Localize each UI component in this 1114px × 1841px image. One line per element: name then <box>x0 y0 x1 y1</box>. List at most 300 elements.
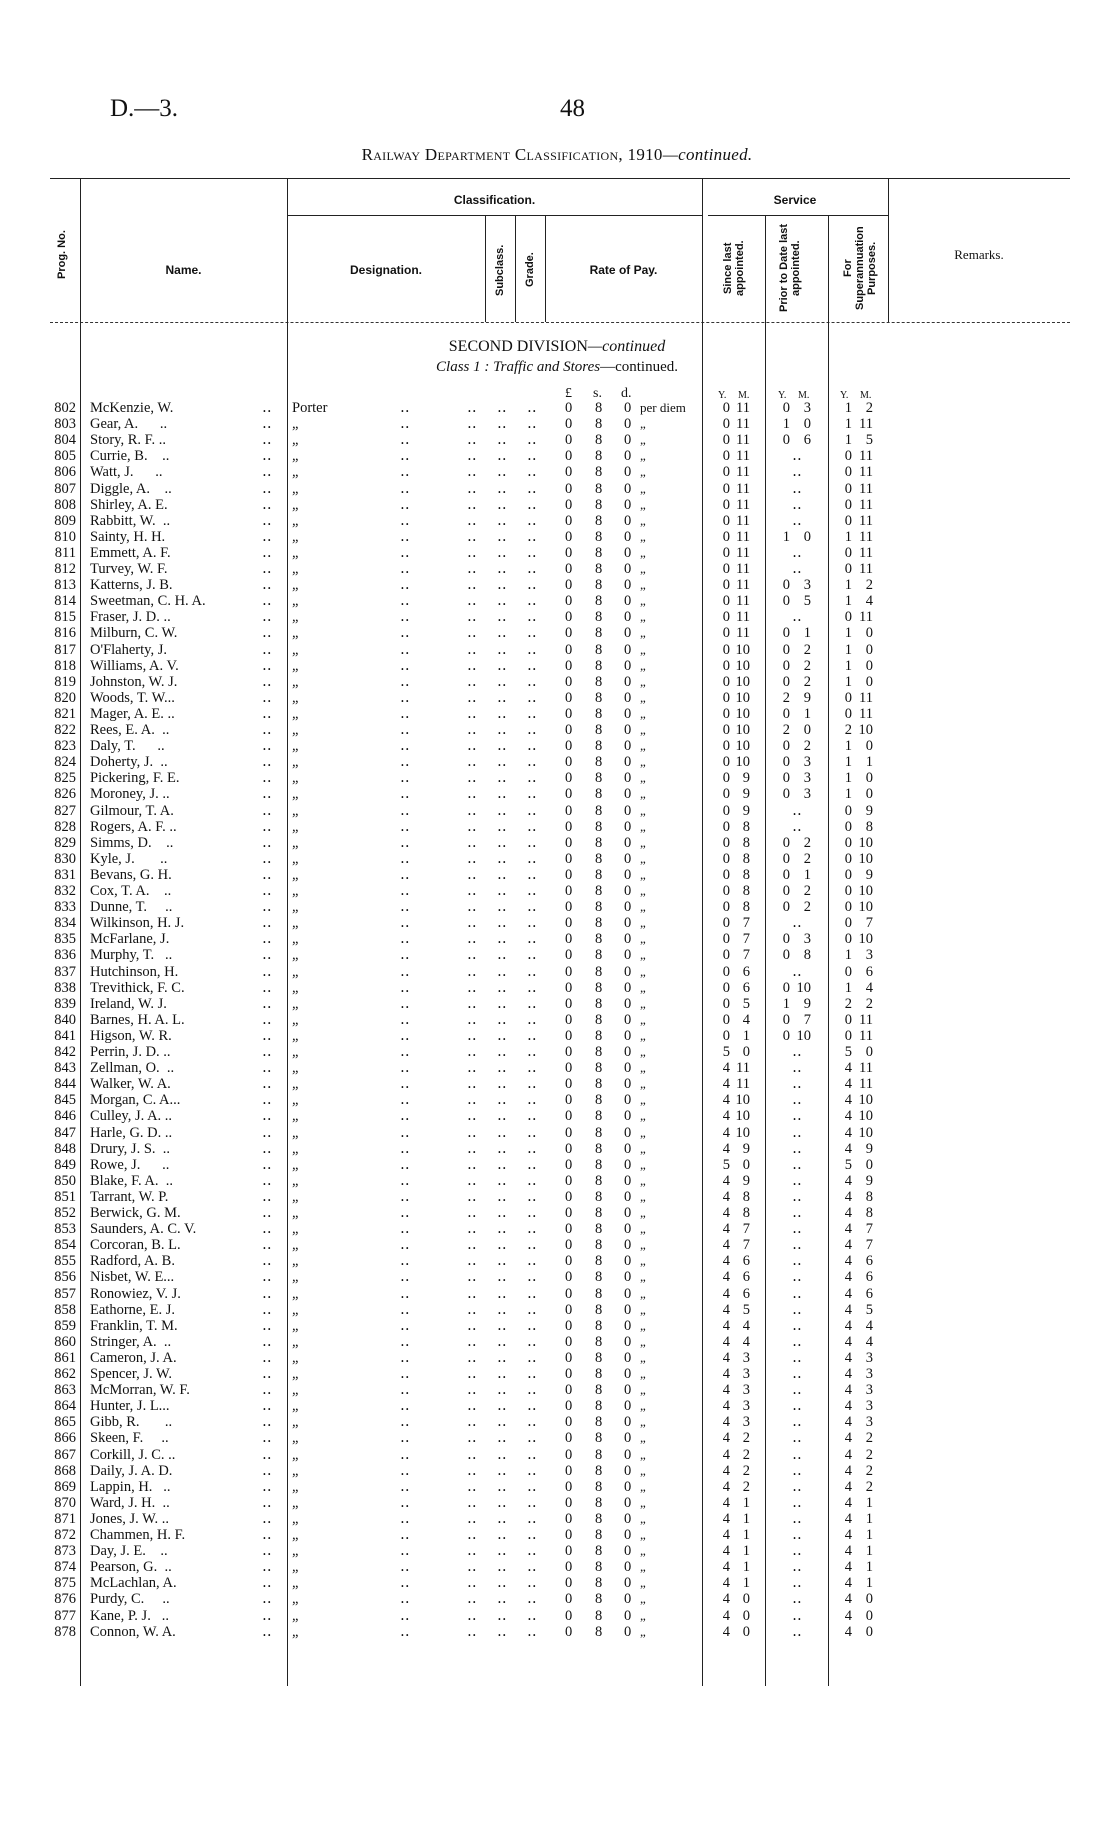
leader-dots: ‥ <box>527 1510 537 1527</box>
cell-fm: 1 <box>865 754 873 771</box>
leader-dots: ‥ <box>467 979 477 996</box>
table-row <box>0 1575 1114 1591</box>
rate-suffix: „ <box>640 480 646 496</box>
cell-d: 0 <box>624 705 632 722</box>
leader-dots: ‥ <box>497 1027 507 1044</box>
leader-dots: ‥ <box>262 464 272 481</box>
leader-dots: ‥ <box>467 673 477 690</box>
cell-no: 818 <box>54 657 76 674</box>
cell-fy: 4 <box>844 1607 852 1624</box>
cell-no: 871 <box>54 1510 76 1527</box>
cell-s: 8 <box>595 561 603 577</box>
cell-fy: 5 <box>844 1044 852 1060</box>
rate-suffix: „ <box>640 1366 646 1381</box>
cell-sm: 10 <box>735 641 750 658</box>
cell-s: 8 <box>595 1124 603 1141</box>
cell-fy: 0 <box>844 705 852 722</box>
cell-sy: 4 <box>722 1607 730 1624</box>
designation: „ <box>292 577 299 594</box>
cell-pm: 7 <box>803 1011 811 1028</box>
cell-fm: 11 <box>859 496 873 513</box>
cell-name: Wilkinson, H. J. <box>90 915 185 932</box>
cell-name: Simms, D. .. <box>90 834 174 851</box>
cell-no: 852 <box>54 1205 76 1221</box>
leader-dots: ‥ <box>527 1591 537 1608</box>
rate-suffix: „ <box>640 786 646 802</box>
leader-dots: ‥ <box>400 496 410 513</box>
cell-fy: 4 <box>844 1269 852 1286</box>
cell-sm: 7 <box>742 931 750 948</box>
cell-fm: 8 <box>865 1205 873 1221</box>
cell-sy: 4 <box>722 1478 730 1495</box>
cell-no: 844 <box>54 1076 76 1093</box>
rate-suffix: „ <box>640 1188 646 1204</box>
leader-dots: ‥ <box>467 850 477 867</box>
table-row <box>0 786 1114 802</box>
leader-dots: ‥ <box>527 1366 537 1382</box>
leader-dots: ‥ <box>400 528 410 545</box>
leader-dots: ‥ <box>527 850 537 867</box>
empty-leader: ‥ <box>792 1349 802 1366</box>
cell-no: 832 <box>54 883 76 899</box>
cell-s: 8 <box>595 1623 603 1640</box>
leader-dots: ‥ <box>497 657 507 674</box>
cell-s: 8 <box>595 915 603 932</box>
cell-d: 0 <box>624 722 632 738</box>
cell-fy: 4 <box>844 1398 852 1415</box>
leader-dots: ‥ <box>497 899 507 916</box>
leader-dots: ‥ <box>262 673 272 690</box>
title-main: Railway Department Classification, 1910 <box>361 145 663 164</box>
cell-pm: 3 <box>803 931 811 948</box>
designation: „ <box>292 722 299 738</box>
cell-l: 0 <box>565 1156 573 1173</box>
cell-d: 0 <box>624 1156 632 1173</box>
class-suffix: —continued. <box>600 359 678 375</box>
cell-name: Cameron, J. A. <box>90 1349 177 1366</box>
cell-s: 8 <box>595 1317 603 1334</box>
table-row <box>0 577 1114 593</box>
leader-dots: ‥ <box>527 931 537 948</box>
designation: „ <box>292 641 299 658</box>
leader-dots: ‥ <box>527 883 537 899</box>
cell-s: 8 <box>595 1478 603 1495</box>
cell-l: 0 <box>565 1559 573 1576</box>
cell-fy: 1 <box>844 593 852 610</box>
col-rule-designation <box>485 215 486 322</box>
cell-s: 8 <box>595 1156 603 1173</box>
cell-fy: 0 <box>844 899 852 916</box>
cell-no: 870 <box>54 1494 76 1511</box>
leader-dots: ‥ <box>527 995 537 1012</box>
cell-fm: 8 <box>865 1188 873 1205</box>
leader-dots: ‥ <box>527 1478 537 1495</box>
leader-dots: ‥ <box>262 657 272 674</box>
cell-pm: 10 <box>796 979 811 996</box>
cell-name: Morgan, C. A... <box>90 1092 181 1109</box>
rate-suffix: „ <box>640 609 646 625</box>
leader-dots: ‥ <box>262 1430 272 1447</box>
cell-sy: 4 <box>722 1076 730 1093</box>
cell-sm: 10 <box>735 738 750 755</box>
leader-dots: ‥ <box>262 1060 272 1077</box>
cell-sm: 9 <box>742 1140 750 1157</box>
cell-py: 0 <box>782 657 790 674</box>
cell-sm: 10 <box>735 722 750 738</box>
cell-l: 0 <box>565 641 573 658</box>
table-row <box>0 1302 1114 1318</box>
table-row <box>0 1012 1114 1028</box>
table-row <box>0 529 1114 545</box>
leader-dots: ‥ <box>467 738 477 755</box>
cell-fy: 4 <box>844 1366 852 1382</box>
cell-no: 823 <box>54 738 76 755</box>
table-row <box>0 1527 1114 1543</box>
designation: „ <box>292 1140 299 1157</box>
cell-sm: 1 <box>742 1494 750 1511</box>
leader-dots: ‥ <box>497 1559 507 1576</box>
cell-pm: 1 <box>803 866 811 883</box>
cell-fm: 0 <box>865 770 873 787</box>
empty-leader: ‥ <box>792 496 802 513</box>
leader-dots: ‥ <box>262 1543 272 1560</box>
designation: „ <box>292 786 299 803</box>
cell-s: 8 <box>595 1172 603 1189</box>
cell-s: 8 <box>595 979 603 996</box>
cell-d: 0 <box>624 1188 632 1205</box>
cell-no: 814 <box>54 593 76 610</box>
cell-sm: 8 <box>742 818 750 835</box>
cell-name: Chammen, H. F. <box>90 1527 186 1543</box>
leader-dots: ‥ <box>262 1527 272 1543</box>
cell-pm: 1 <box>803 625 811 642</box>
cell-sy: 0 <box>722 818 730 835</box>
cell-sy: 0 <box>722 705 730 722</box>
cell-sy: 0 <box>722 979 730 996</box>
leader-dots: ‥ <box>262 1011 272 1028</box>
leader-dots: ‥ <box>400 947 410 964</box>
cell-no: 827 <box>54 802 76 819</box>
leader-dots: ‥ <box>262 1237 272 1254</box>
empty-leader: ‥ <box>792 1124 802 1141</box>
cell-no: 830 <box>54 850 76 867</box>
leader-dots: ‥ <box>497 1398 507 1415</box>
table-row <box>0 1237 1114 1253</box>
cell-fy: 1 <box>844 641 852 658</box>
leader-dots: ‥ <box>262 1172 272 1189</box>
cell-no: 876 <box>54 1591 76 1608</box>
cell-no: 850 <box>54 1172 76 1189</box>
cell-sm: 9 <box>742 1172 750 1189</box>
division-heading <box>0 338 1114 356</box>
leader-dots: ‥ <box>467 689 477 706</box>
empty-leader: ‥ <box>792 818 802 835</box>
leader-dots: ‥ <box>262 754 272 771</box>
cell-sy: 4 <box>722 1414 730 1431</box>
leader-dots: ‥ <box>467 496 477 513</box>
cell-sy: 0 <box>722 416 730 433</box>
leader-dots: ‥ <box>400 899 410 916</box>
rate-suffix: „ <box>640 1285 646 1301</box>
cell-sm: 7 <box>742 1221 750 1238</box>
leader-dots: ‥ <box>497 464 507 481</box>
leader-dots: ‥ <box>467 1430 477 1447</box>
leader-dots: ‥ <box>262 1462 272 1479</box>
rate-suffix: „ <box>640 802 646 818</box>
table-row <box>0 609 1114 625</box>
cell-py: 0 <box>782 979 790 996</box>
leader-dots: ‥ <box>467 1382 477 1399</box>
division-name: SECOND DIVISION <box>448 338 588 355</box>
cell-no: 810 <box>54 528 76 545</box>
unit-shilling: s. <box>593 386 602 401</box>
cell-fm: 7 <box>865 1221 873 1238</box>
leader-dots: ‥ <box>527 496 537 513</box>
leader-dots: ‥ <box>467 1253 477 1270</box>
cell-sm: 11 <box>736 577 750 594</box>
leader-dots: ‥ <box>467 1301 477 1318</box>
cell-fy: 2 <box>844 722 852 738</box>
cell-d: 0 <box>624 673 632 690</box>
leader-dots: ‥ <box>467 1237 477 1254</box>
designation: „ <box>292 1478 299 1495</box>
designation: „ <box>292 1027 299 1044</box>
designation: „ <box>292 1446 299 1463</box>
cell-s: 8 <box>595 1011 603 1028</box>
cell-fm: 11 <box>859 416 873 433</box>
empty-leader: ‥ <box>792 1414 802 1431</box>
leader-dots: ‥ <box>262 1140 272 1157</box>
cell-pm: 2 <box>803 657 811 674</box>
cell-sm: 11 <box>736 528 750 545</box>
cell-s: 8 <box>595 1221 603 1238</box>
cell-l: 0 <box>565 689 573 706</box>
leader-dots: ‥ <box>497 1623 507 1640</box>
cell-s: 8 <box>595 1205 603 1221</box>
leader-dots: ‥ <box>497 1205 507 1221</box>
cell-py: 2 <box>782 722 790 738</box>
cell-fy: 0 <box>844 1011 852 1028</box>
leader-dots: ‥ <box>467 480 477 497</box>
table-row <box>0 915 1114 931</box>
leader-dots: ‥ <box>497 1510 507 1527</box>
cell-name: Spencer, J. W. <box>90 1366 172 1382</box>
cell-s: 8 <box>595 1349 603 1366</box>
unit-super-m: M. <box>860 390 872 401</box>
cell-fm: 0 <box>865 1044 873 1060</box>
leader-dots: ‥ <box>527 1188 537 1205</box>
document-reference: D.—3. <box>110 95 179 122</box>
cell-d: 0 <box>624 1269 632 1286</box>
leader-dots: ‥ <box>262 1333 272 1350</box>
cell-sy: 0 <box>722 915 730 932</box>
cell-l: 0 <box>565 1060 573 1077</box>
cell-sm: 11 <box>736 416 750 433</box>
table-row <box>0 400 1114 416</box>
leader-dots: ‥ <box>400 850 410 867</box>
cell-no: 802 <box>54 400 76 416</box>
cell-name: Fraser, J. D. .. <box>90 609 171 626</box>
cell-fy: 1 <box>844 673 852 690</box>
cell-fm: 7 <box>865 915 873 932</box>
cell-sm: 11 <box>736 544 750 561</box>
leader-dots: ‥ <box>400 1575 410 1592</box>
leader-dots: ‥ <box>527 1462 537 1479</box>
leader-dots: ‥ <box>527 915 537 932</box>
table-row <box>0 980 1114 996</box>
cell-s: 8 <box>595 1430 603 1447</box>
cell-pm: 3 <box>803 754 811 771</box>
cell-sm: 6 <box>742 1285 750 1302</box>
cell-l: 0 <box>565 1205 573 1221</box>
cell-sy: 4 <box>722 1462 730 1479</box>
leader-dots: ‥ <box>262 577 272 594</box>
cell-name: Mager, A. E. .. <box>90 705 175 722</box>
table-row <box>0 996 1114 1012</box>
cell-pm: 6 <box>803 432 811 449</box>
leader-dots: ‥ <box>400 544 410 561</box>
unit-pound: £ <box>565 386 572 401</box>
cell-l: 0 <box>565 979 573 996</box>
empty-leader: ‥ <box>792 464 802 481</box>
leader-dots: ‥ <box>497 738 507 755</box>
cell-sy: 4 <box>722 1221 730 1238</box>
rate-suffix: „ <box>640 641 646 657</box>
cell-fy: 4 <box>844 1575 852 1592</box>
leader-dots: ‥ <box>497 673 507 690</box>
cell-sm: 6 <box>742 1253 750 1270</box>
cell-l: 0 <box>565 931 573 948</box>
cell-d: 0 <box>624 1543 632 1560</box>
leader-dots: ‥ <box>497 722 507 738</box>
cell-d: 0 <box>624 818 632 835</box>
leader-dots: ‥ <box>400 931 410 948</box>
cell-name: Shirley, A. E. <box>90 496 168 513</box>
cell-py: 1 <box>782 416 790 433</box>
rate-suffix: „ <box>640 464 646 480</box>
cell-no: 859 <box>54 1317 76 1334</box>
designation: „ <box>292 963 299 980</box>
leader-dots: ‥ <box>467 866 477 883</box>
cell-d: 0 <box>624 593 632 610</box>
cell-fy: 0 <box>844 1027 852 1044</box>
cell-l: 0 <box>565 947 573 964</box>
cell-sm: 1 <box>742 1027 750 1044</box>
cell-sy: 0 <box>722 1011 730 1028</box>
cell-no: 811 <box>54 544 76 561</box>
leader-dots: ‥ <box>262 1044 272 1060</box>
cell-fy: 4 <box>844 1446 852 1463</box>
cell-sy: 4 <box>722 1591 730 1608</box>
cell-sm: 11 <box>736 400 750 416</box>
rate-suffix: „ <box>640 1092 646 1108</box>
designation: „ <box>292 448 299 465</box>
page-title <box>0 145 1114 165</box>
cell-name: McFarlane, J. <box>90 931 170 948</box>
empty-leader: ‥ <box>792 512 802 529</box>
leader-dots: ‥ <box>262 1494 272 1511</box>
designation: „ <box>292 1301 299 1318</box>
cell-s: 8 <box>595 738 603 755</box>
leader-dots: ‥ <box>497 641 507 658</box>
designation: „ <box>292 1108 299 1125</box>
cell-l: 0 <box>565 866 573 883</box>
cell-fm: 0 <box>865 1591 873 1608</box>
cell-d: 0 <box>624 1591 632 1608</box>
cell-fm: 0 <box>865 786 873 803</box>
cell-sm: 11 <box>736 593 750 610</box>
leader-dots: ‥ <box>527 1317 537 1334</box>
cell-sy: 0 <box>722 802 730 819</box>
cell-no: 862 <box>54 1366 76 1382</box>
leader-dots: ‥ <box>400 963 410 980</box>
header-classification: Classification. <box>453 193 536 207</box>
cell-sy: 4 <box>722 1333 730 1350</box>
leader-dots: ‥ <box>400 1205 410 1221</box>
cell-l: 0 <box>565 416 573 433</box>
leader-dots: ‥ <box>400 1414 410 1431</box>
empty-leader: ‥ <box>792 1333 802 1350</box>
leader-dots: ‥ <box>262 496 272 513</box>
cell-fy: 4 <box>844 1382 852 1399</box>
empty-leader: ‥ <box>792 1559 802 1576</box>
cell-s: 8 <box>595 1414 603 1431</box>
leader-dots: ‥ <box>400 834 410 851</box>
cell-fm: 0 <box>865 1156 873 1173</box>
cell-sm: 3 <box>742 1382 750 1399</box>
table-row <box>0 899 1114 915</box>
designation: „ <box>292 850 299 867</box>
cell-sm: 8 <box>742 834 750 851</box>
cell-d: 0 <box>624 1366 632 1382</box>
designation: „ <box>292 1575 299 1592</box>
cell-s: 8 <box>595 641 603 658</box>
cell-d: 0 <box>624 834 632 851</box>
leader-dots: ‥ <box>527 609 537 626</box>
cell-s: 8 <box>595 657 603 674</box>
cell-l: 0 <box>565 1221 573 1238</box>
rate-suffix: „ <box>640 496 646 512</box>
cell-l: 0 <box>565 738 573 755</box>
cell-no: 867 <box>54 1446 76 1463</box>
leader-dots: ‥ <box>262 641 272 658</box>
leader-dots: ‥ <box>527 963 537 980</box>
cell-name: Sainty, H. H. <box>90 528 166 545</box>
leader-dots: ‥ <box>262 432 272 449</box>
leader-dots: ‥ <box>400 1156 410 1173</box>
cell-py: 0 <box>782 899 790 916</box>
cell-s: 8 <box>595 1285 603 1302</box>
designation: „ <box>292 1011 299 1028</box>
leader-dots: ‥ <box>467 416 477 433</box>
cell-sm: 8 <box>742 1188 750 1205</box>
designation: „ <box>292 1269 299 1286</box>
leader-dots: ‥ <box>497 1317 507 1334</box>
leader-dots: ‥ <box>497 1044 507 1060</box>
leader-dots: ‥ <box>527 1205 537 1221</box>
leader-dots: ‥ <box>400 577 410 594</box>
cell-name: Blake, F. A. .. <box>90 1172 174 1189</box>
cell-s: 8 <box>595 673 603 690</box>
leader-dots: ‥ <box>527 1382 537 1399</box>
designation: „ <box>292 1510 299 1527</box>
cell-fy: 0 <box>844 512 852 529</box>
cell-d: 0 <box>624 1011 632 1028</box>
cell-sy: 4 <box>722 1269 730 1286</box>
cell-name: Williams, A. V. <box>90 657 179 674</box>
cell-no: 831 <box>54 866 76 883</box>
cell-l: 0 <box>565 963 573 980</box>
